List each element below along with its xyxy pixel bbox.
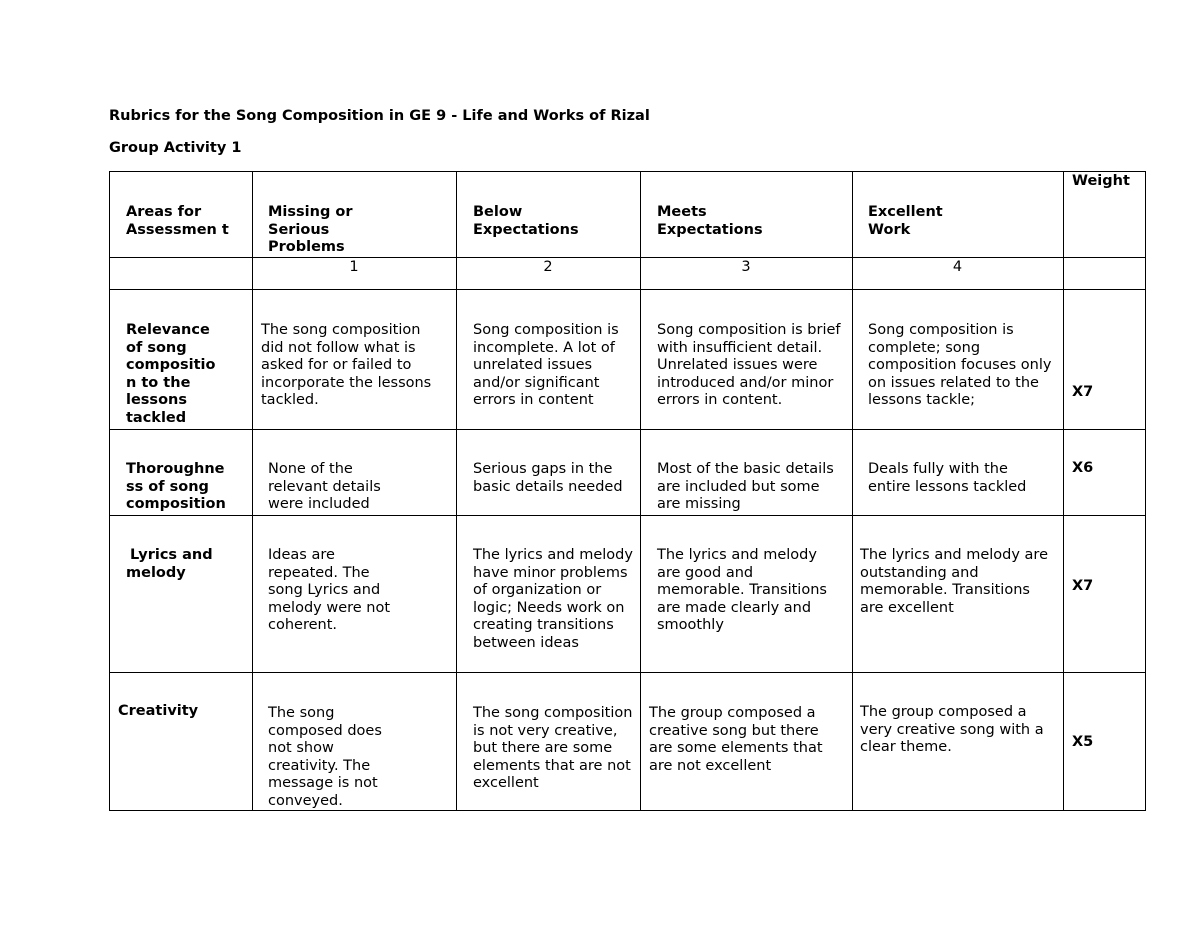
table-divider-scores xyxy=(109,289,1146,290)
header-missing: Missing or Serious Problems xyxy=(268,204,353,256)
row-1-area: Relevance of song compositio n to the lessons tackled xyxy=(126,322,216,426)
score-1: 1 xyxy=(349,259,359,275)
row-4-missing: The song composed does not show creativity. The message is not conveyed. xyxy=(268,705,382,809)
row-1-meets: Song composition is brief with insufficient detail. Unrelated issues were introduced and/or minor errors in content. xyxy=(657,322,841,409)
table-divider-row-1 xyxy=(109,429,1146,430)
table-border-top xyxy=(109,171,1146,172)
row-3-below: The lyrics and melody have minor problems of organization or logic; Needs work on creating transitions between ideas xyxy=(473,547,633,651)
row-4-weight: X5 xyxy=(1072,734,1094,750)
row-2-area: Thoroughne ss of song composition xyxy=(126,461,226,513)
score-4: 4 xyxy=(952,259,963,275)
row-3-weight: X7 xyxy=(1072,578,1094,594)
table-divider-header xyxy=(109,257,1146,258)
table-col-divider-5 xyxy=(1063,171,1064,811)
score-2: 2 xyxy=(543,259,553,275)
header-area: Areas for Assessmen t xyxy=(126,204,229,238)
table-border-bottom xyxy=(109,810,1146,811)
row-1-missing: The song composition did not follow what is asked for or failed to incorporate the lessons tackled. xyxy=(261,322,432,409)
row-4-below: The song composition is not very creative, but there are some elements that are not excellent xyxy=(473,705,633,792)
group-activity-label: Group Activity 1 xyxy=(109,140,242,156)
table-border-right xyxy=(1145,171,1146,811)
header-below: Below Expectations xyxy=(473,204,579,238)
header-meets: Meets Expectations xyxy=(657,204,763,238)
header-weight: Weight xyxy=(1072,173,1130,189)
table-divider-row-3 xyxy=(109,672,1146,673)
row-2-excellent: Deals fully with the entire lessons tackled xyxy=(868,461,1027,495)
row-2-weight: X6 xyxy=(1072,460,1094,476)
row-1-below: Song composition is incomplete. A lot of unrelated issues and/or significant errors in content xyxy=(473,322,619,409)
row-4-area: Creativity xyxy=(118,703,199,719)
row-3-area: Lyrics and melody xyxy=(126,547,213,581)
row-3-meets: The lyrics and melody are good and memorable. Transitions are made clearly and smoothly xyxy=(657,547,827,634)
table-divider-row-2 xyxy=(109,515,1146,516)
table-border-left xyxy=(109,171,110,811)
page-title: Rubrics for the Song Composition in GE 9 - Life and Works of Rizal xyxy=(109,108,650,124)
row-4-excellent: The group composed a very creative song with a clear theme. xyxy=(860,704,1044,756)
row-1-excellent: Song composition is complete; song composition focuses only on issues related to the lessons tackle; xyxy=(868,322,1052,409)
row-3-excellent: The lyrics and melody are outstanding and memorable. Transitions are excellent xyxy=(860,547,1048,616)
row-2-missing: None of the relevant details were included xyxy=(268,461,381,513)
header-excellent: Excellent Work xyxy=(868,204,943,238)
score-3: 3 xyxy=(741,259,751,275)
row-4-meets: The group composed a creative song but there are some elements that are not excellent xyxy=(649,705,823,774)
row-1-weight: X7 xyxy=(1072,384,1094,400)
row-2-meets: Most of the basic details are included but some are missing xyxy=(657,461,834,513)
row-2-below: Serious gaps in the basic details needed xyxy=(473,461,623,495)
row-3-missing: Ideas are repeated. The song Lyrics and melody were not coherent. xyxy=(268,547,391,634)
